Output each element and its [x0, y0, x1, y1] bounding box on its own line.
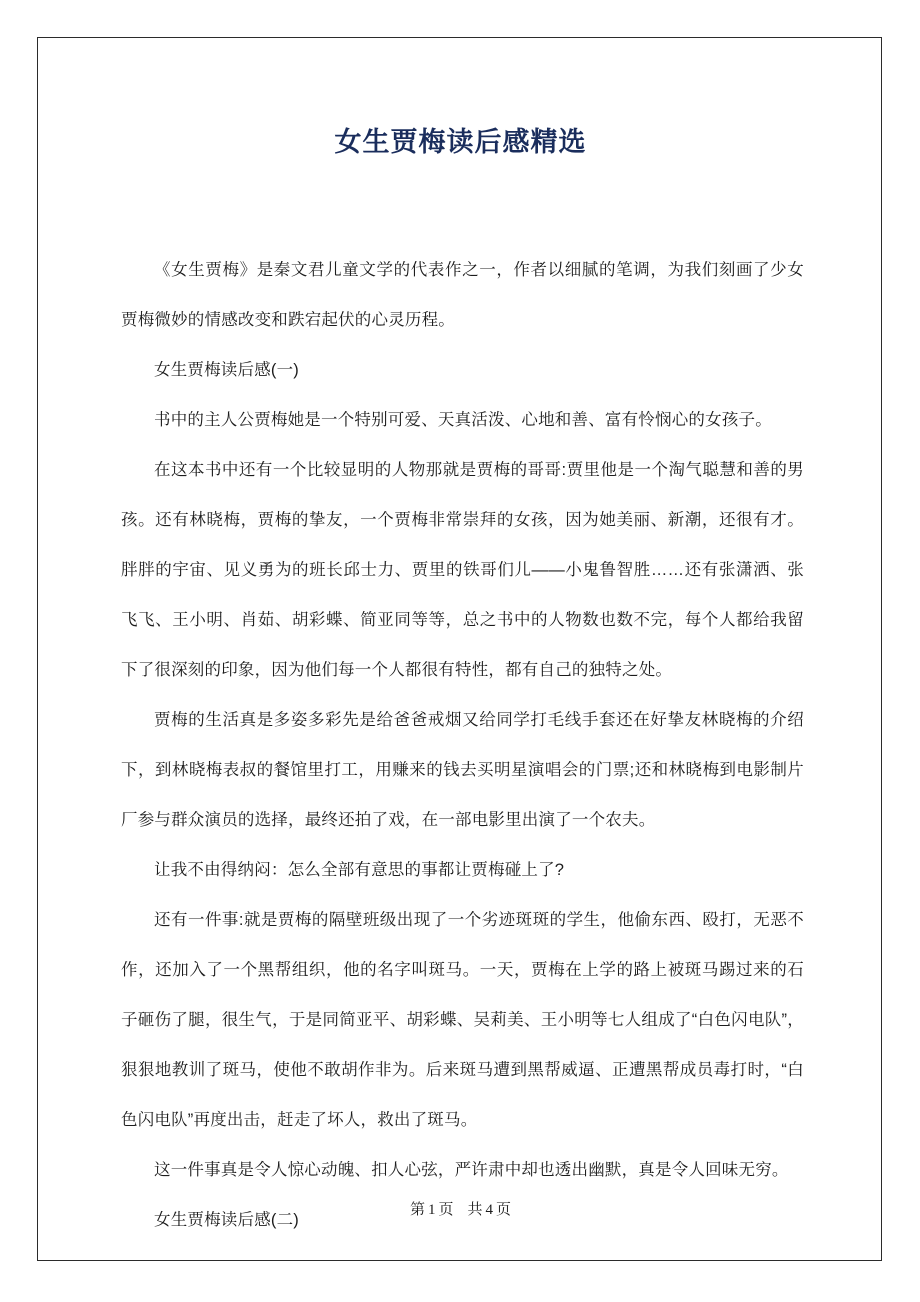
footer-page-number: 1: [427, 1202, 436, 1218]
paragraph-protagonist: 书中的主人公贾梅她是一个特别可爱、天真活泼、心地和善、富有怜悯心的女孩子。: [154, 411, 772, 429]
paragraph-zebra-story: 还有一件事:就是贾梅的隔壁班级出现了一个劣迹斑斑的学生，他偷东西、殴打，无恶不作，还加入了一个黑帮组织，他的名字叫斑马。一天，贾梅在上学的路上被斑马踢过来的石子砸伤了腿，很生气，于是同简亚平、胡彩蝶、吴莉美、王小明等七人组成了“白色闪电队”，狠狠地教训了斑马，使他不敢胡作非为。后来斑马遭到黑帮威逼、正遭黑帮成员毒打时，“白色闪电队”再度出击，赶走了坏人，救出了斑马。: [121, 911, 804, 1129]
paragraph-commentary: 这一件事真是令人惊心动魄、扣人心弦，严许肃中却也透出幽默，真是令人回味无穷。: [154, 1161, 789, 1179]
footer-page-prefix: 第: [409, 1202, 425, 1218]
footer-total-suffix: 页: [496, 1202, 512, 1218]
page-footer: [38, 1198, 883, 1219]
document-page-border: [37, 37, 882, 1261]
footer-page-suffix: 页: [438, 1202, 454, 1218]
footer-total-prefix: 共: [467, 1202, 483, 1218]
paragraph-characters: 在这本书中还有一个比较显明的人物那就是贾梅的哥哥:贾里他是一个淘气聪慧和善的男孩。还有林晓梅，贾梅的挚友，一个贾梅非常崇拜的女孩，因为她美丽、新潮，还很有才。胖胖的宇宙、见义勇为的班长邱士力、贾里的铁哥们儿——小鬼鲁智胜……还有张潇洒、张飞飞、王小明、肖茹、胡彩蝶、简亚同等等，总之书中的人物数也数不完，每个人都给我留下了很深刻的印象，因为他们每一个人都很有特性，都有自己的独特之处。: [121, 461, 804, 679]
heading-reflection-two: 女生贾梅读后感(二): [154, 1211, 299, 1229]
heading-reflection-one: 女生贾梅读后感(一): [154, 361, 299, 379]
paragraph-intro: 《女生贾梅》是秦文君儿童文学的代表作之一，作者以细腻的笔调，为我们刻画了少女贾梅微妙的情感改变和跌宕起伏的心灵历程。: [121, 261, 804, 329]
paragraph-wonder: 让我不由得纳闷：怎么全部有意思的事都让贾梅碰上了?: [154, 861, 565, 879]
paragraph-colorful-life: 贾梅的生活真是多姿多彩先是给爸爸戒烟又给同学打毛线手套还在好挚友林晓梅的介绍下，到林晓梅表叔的餐馆里打工，用赚来的钱去买明星演唱会的门票;还和林晓梅到电影制片厂参与群众演员的选择，最终还拍了戏，在一部电影里出演了一个农夫。: [121, 711, 804, 829]
page-title: 女生贾梅读后感精选: [334, 127, 587, 157]
page-content-area: [38, 38, 883, 1262]
footer-total-number: 4: [485, 1202, 494, 1218]
document-body: [121, 245, 804, 1245]
